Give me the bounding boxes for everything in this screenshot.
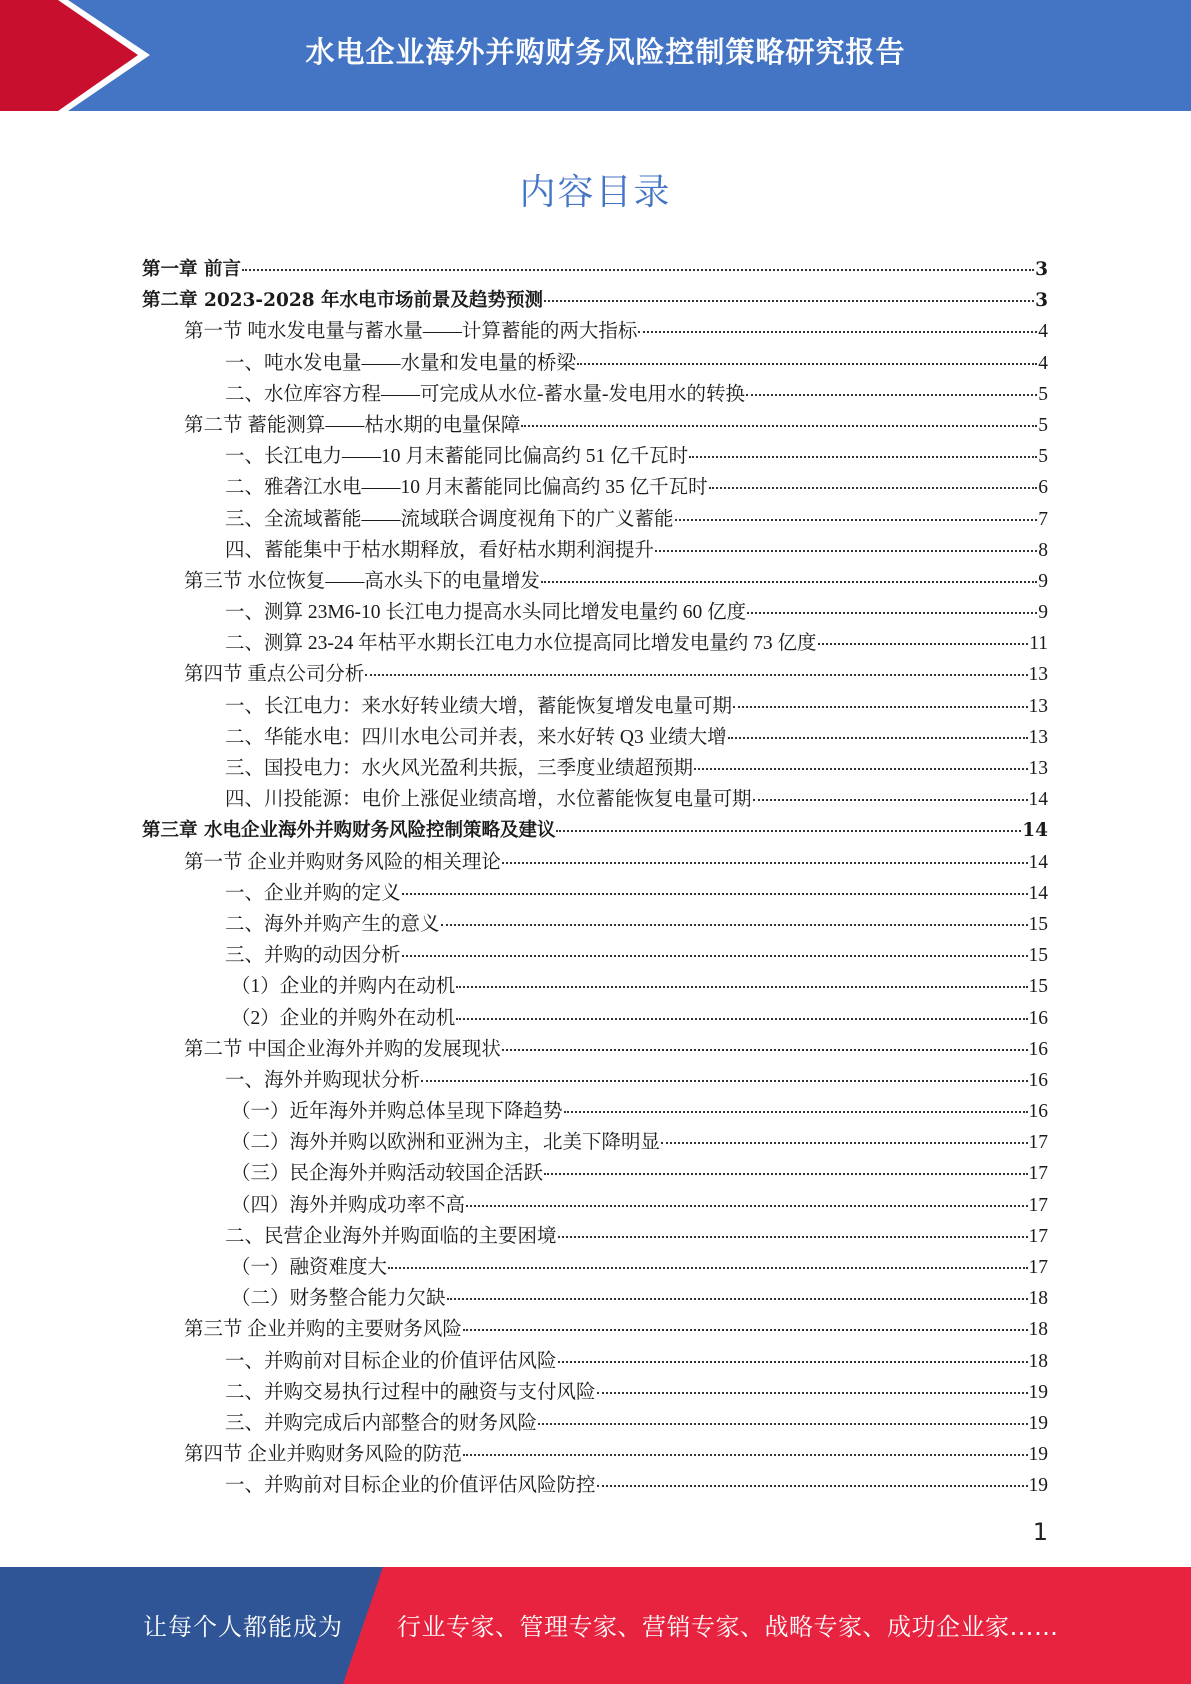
dot-leader [242, 269, 1034, 271]
dot-leader [661, 1142, 1027, 1144]
toc-entry[interactable] [142, 348, 1048, 379]
toc-entry[interactable] [142, 753, 1048, 784]
toc-entry-title: 第一节 企业并购财务风险的相关理论 [184, 851, 501, 873]
toc-entry-page: 6 [1038, 477, 1048, 499]
toc-entry-title: 一、并购前对目标企业的价值评估风险 [225, 1350, 557, 1372]
toc-entry-page: 16 [1028, 1007, 1048, 1029]
toc-entry[interactable] [142, 1314, 1048, 1345]
header-banner [0, 0, 1191, 111]
toc-entry[interactable] [142, 1190, 1048, 1221]
toc-entry-page: 17 [1028, 1194, 1048, 1216]
toc-entry-page: 13 [1028, 758, 1048, 779]
toc-entry[interactable] [142, 691, 1048, 722]
toc-entry-page: 15 [1028, 913, 1048, 935]
toc-entry-title: （一）融资难度大 [231, 1257, 388, 1278]
dot-leader [365, 674, 1027, 676]
dot-leader [753, 799, 1028, 801]
toc-entry-page: 14 [1028, 789, 1048, 811]
dot-leader [421, 1080, 1027, 1082]
toc-entry-title: 第三节 企业并购的主要财务风险 [184, 1319, 462, 1341]
toc-entry[interactable] [142, 379, 1048, 410]
dot-leader [728, 737, 1028, 739]
dot-leader [521, 425, 1037, 427]
toc-entry-page: 13 [1028, 726, 1048, 748]
toc-entry-page: 9 [1038, 602, 1048, 624]
toc-entry-title: （三）民企海外并购活动较国企活跃 [231, 1163, 544, 1185]
toc-entry[interactable] [142, 285, 1048, 316]
dot-leader [502, 862, 1028, 864]
toc-entry-title: （二）海外并购以欧洲和亚洲为主，北美下降明显 [231, 1132, 661, 1154]
dot-leader [558, 1361, 1028, 1363]
toc-entry[interactable] [142, 1252, 1048, 1283]
toc-entry-title: 第二节 中国企业海外并购的发展现状 [184, 1038, 501, 1060]
dot-leader [502, 1049, 1028, 1051]
report-title: 水电企业海外并购财务风险控制策略研究报告 [305, 35, 906, 69]
toc-entry-page: 17 [1028, 1132, 1048, 1154]
toc-entry[interactable] [142, 597, 1048, 628]
toc-entry-page: 14 [1028, 851, 1048, 873]
dot-leader [746, 394, 1037, 396]
toc-entry[interactable] [142, 628, 1048, 659]
toc-entry-title: 三、全流域蓄能——流域联合调度视角下的广义蓄能 [225, 508, 674, 530]
toc-entry[interactable] [142, 1127, 1048, 1158]
dot-leader [577, 363, 1037, 365]
dot-leader [402, 955, 1028, 957]
dot-leader [541, 581, 1037, 583]
toc-entry-page: 14 [1022, 820, 1048, 842]
toc-entry-title: 一、测算 23M6-10 长江电力提高水头同比增发电量约 60 亿度 [225, 602, 747, 624]
dot-leader [655, 550, 1037, 552]
dot-leader [538, 1423, 1027, 1425]
toc-entry-title: 一、海外并购现状分析 [225, 1069, 421, 1091]
toc-entry-title: 第三节 水位恢复——高水头下的电量增发 [184, 570, 540, 592]
toc-entry-page: 8 [1038, 539, 1048, 561]
dot-leader [597, 1392, 1028, 1394]
toc-entry[interactable] [142, 472, 1048, 503]
toc-entry[interactable] [142, 1283, 1048, 1314]
dot-leader [463, 1454, 1028, 1456]
toc-entry-title: 二、海外并购产生的意义 [225, 913, 440, 935]
dot-leader [556, 830, 1021, 832]
toc-entry-page: 16 [1028, 1069, 1048, 1091]
toc-entry[interactable] [142, 1096, 1048, 1127]
toc-entry[interactable] [142, 815, 1048, 846]
toc-entry-page: 16 [1028, 1038, 1048, 1060]
toc-entry-page: 7 [1038, 508, 1048, 530]
dot-leader [689, 456, 1037, 458]
toc-entry-page: 19 [1028, 1475, 1048, 1497]
dot-leader [564, 1111, 1028, 1113]
dot-leader [694, 768, 1027, 770]
toc-entry[interactable] [142, 940, 1048, 971]
toc-entry-page: 5 [1038, 383, 1048, 405]
toc-entry[interactable] [142, 1377, 1048, 1408]
toc-entry-title: （四）海外并购成功率不高 [231, 1194, 466, 1216]
toc-entry-title: 二、华能水电：四川水电公司并表，来水好转 Q3 业绩大增 [225, 726, 727, 748]
dot-leader [818, 643, 1029, 645]
toc-entry-title: 一、吨水发电量——水量和发电量的桥梁 [225, 352, 577, 374]
toc-entry[interactable] [142, 1439, 1048, 1470]
toc-entry[interactable] [142, 316, 1048, 347]
table-of-contents [142, 254, 1048, 1502]
dot-leader [544, 1173, 1027, 1175]
toc-entry-page: 5 [1038, 414, 1048, 436]
toc-entry[interactable] [142, 909, 1048, 940]
dot-leader [638, 331, 1037, 333]
dot-leader [463, 1329, 1028, 1331]
toc-entry-title: 第四节 重点公司分析 [184, 664, 365, 686]
dot-leader [447, 1298, 1028, 1300]
toc-entry-page: 5 [1038, 446, 1048, 468]
toc-entry[interactable] [142, 1408, 1048, 1439]
toc-entry-page: 4 [1038, 352, 1048, 374]
dot-leader [709, 487, 1038, 489]
dot-leader [441, 924, 1028, 926]
toc-entry-title: 三、国投电力：水火风光盈利共振，三季度业绩超预期 [225, 758, 694, 779]
toc-entry[interactable] [142, 1470, 1048, 1501]
dot-leader [402, 893, 1028, 895]
toc-entry-page: 17 [1028, 1225, 1048, 1247]
toc-entry-title: 四、蓄能集中于枯水期释放，看好枯水期利润提升 [225, 539, 655, 561]
toc-entry-title: 二、测算 23-24 年枯平水期长江电力水位提高同比增发电量约 73 亿度 [225, 633, 817, 655]
toc-entry-page: 19 [1028, 1381, 1048, 1403]
dot-leader [733, 706, 1027, 708]
dot-leader [456, 986, 1027, 988]
toc-entry[interactable] [142, 878, 1048, 909]
toc-entry-title: 二、水位库容方程——可完成从水位-蓄水量-发电用水的转换 [225, 383, 745, 405]
toc-entry-page: 18 [1028, 1350, 1048, 1372]
toc-entry[interactable] [142, 1034, 1048, 1065]
page-number: 1 [1032, 1518, 1048, 1546]
footer-slogan-right: 行业专家、管理专家、营销专家、战略专家、成功企业家…… [397, 1613, 1059, 1641]
toc-entry-page: 17 [1028, 1257, 1048, 1278]
toc-entry-page: 16 [1028, 1101, 1048, 1123]
toc-entry-title: 一、并购前对目标企业的价值评估风险防控 [225, 1475, 596, 1497]
toc-entry-page: 15 [1028, 976, 1048, 998]
toc-entry-page: 13 [1028, 695, 1048, 717]
dot-leader [558, 1236, 1028, 1238]
toc-entry-page: 19 [1028, 1412, 1048, 1434]
toc-entry-page: 3 [1035, 290, 1048, 312]
toc-entry-title: （2）企业的并购外在动机 [231, 1007, 456, 1029]
dot-leader [456, 1018, 1027, 1020]
toc-entry-title: 二、民营企业海外并购面临的主要困境 [225, 1225, 557, 1247]
toc-entry[interactable] [142, 784, 1048, 815]
toc-heading: 内容目录 [519, 172, 672, 213]
footer-slogan-left: 让每个人都能成为 [143, 1613, 343, 1641]
toc-entry-page: 14 [1028, 882, 1048, 904]
toc-entry-title: 二、并购交易执行过程中的融资与支付风险 [225, 1381, 596, 1403]
toc-entry-title: 第四节 企业并购财务风险的防范 [184, 1444, 462, 1466]
toc-entry-title: 二、雅砻江水电——10 月末蓄能同比偏高约 35 亿千瓦时 [225, 477, 708, 499]
toc-entry-page: 13 [1028, 664, 1048, 686]
dot-leader [388, 1267, 1027, 1269]
toc-entry-page: 4 [1038, 321, 1048, 343]
toc-entry[interactable] [142, 254, 1048, 285]
toc-entry-title: 三、并购完成后内部整合的财务风险 [225, 1412, 538, 1434]
dot-leader [544, 300, 1034, 302]
toc-entry-title: 第二章 2023-2028 年水电市场前景及趋势预测 [142, 290, 544, 312]
toc-entry-title: 一、企业并购的定义 [225, 882, 401, 904]
toc-entry[interactable] [142, 410, 1048, 441]
toc-entry-title: （二）财务整合能力欠缺 [231, 1288, 446, 1310]
toc-entry[interactable] [142, 971, 1048, 1002]
toc-entry-page: 9 [1038, 570, 1048, 592]
toc-entry[interactable] [142, 1065, 1048, 1096]
toc-entry[interactable] [142, 847, 1048, 878]
toc-entry-title: 第一节 吨水发电量与蓄水量——计算蓄能的两大指标 [184, 321, 638, 343]
toc-entry-page: 11 [1029, 633, 1048, 655]
toc-entry[interactable] [142, 659, 1048, 690]
toc-entry-title: 三、并购的动因分析 [225, 945, 401, 967]
toc-entry[interactable] [142, 1346, 1048, 1377]
toc-entry-page: 17 [1028, 1163, 1048, 1185]
toc-entry-title: （一）近年海外并购总体呈现下降趋势 [231, 1101, 563, 1123]
toc-entry-page: 18 [1028, 1288, 1048, 1310]
toc-entry[interactable] [142, 535, 1048, 566]
toc-entry[interactable] [142, 566, 1048, 597]
toc-entry-title: （1）企业的并购内在动机 [231, 976, 456, 998]
toc-entry[interactable] [142, 1003, 1048, 1034]
toc-entry[interactable] [142, 1158, 1048, 1189]
toc-entry-title: 四、川投能源：电价上涨促业绩高增，水位蓄能恢复电量可期 [225, 789, 752, 811]
toc-entry-title: 第二节 蓄能测算——枯水期的电量保障 [184, 414, 521, 436]
dot-leader [675, 519, 1038, 521]
toc-entry[interactable] [142, 1221, 1048, 1252]
dot-leader [597, 1485, 1028, 1487]
toc-entry-page: 15 [1028, 945, 1048, 967]
toc-entry[interactable] [142, 722, 1048, 753]
toc-entry-page: 3 [1035, 259, 1048, 280]
toc-entry-title: 第三章 水电企业海外并购财务风险控制策略及建议 [142, 820, 556, 842]
toc-entry[interactable] [142, 504, 1048, 535]
toc-entry-page: 18 [1028, 1319, 1048, 1341]
toc-entry-title: 一、长江电力：来水好转业绩大增，蓄能恢复增发电量可期 [225, 695, 733, 717]
toc-entry-page: 19 [1028, 1444, 1048, 1466]
footer-banner [0, 1567, 1191, 1684]
dot-leader [466, 1205, 1027, 1207]
dot-leader [747, 612, 1037, 614]
toc-entry[interactable] [142, 441, 1048, 472]
toc-entry-title: 一、长江电力——10 月末蓄能同比偏高约 51 亿千瓦时 [225, 446, 689, 468]
toc-entry-title: 第一章 前言 [142, 259, 241, 280]
